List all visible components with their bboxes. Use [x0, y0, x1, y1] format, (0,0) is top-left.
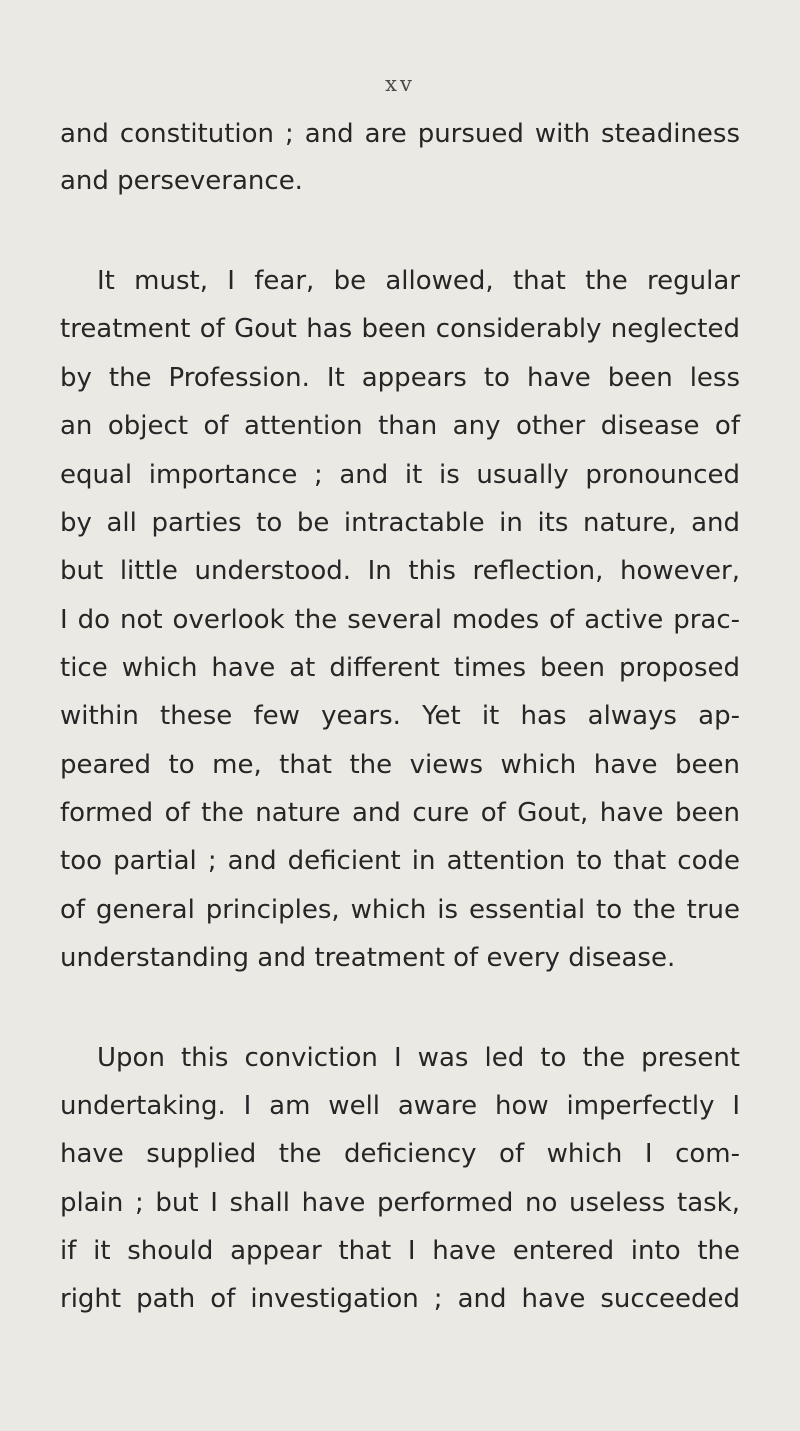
- text-line: tice which have at different times been proposed: [60, 653, 740, 683]
- text-line: if it should appear that I have entered into the: [60, 1236, 740, 1266]
- text-line: Upon this conviction I was led to the present: [97, 1043, 740, 1073]
- text-line: treatment of Gout has been considerably neglected: [60, 314, 740, 344]
- text-line: formed of the nature and cure of Gout, have been: [60, 798, 740, 828]
- text-line: undertaking. I am well aware how imperfectly I: [60, 1091, 740, 1121]
- text-line: right path of investigation ; and have succeeded: [60, 1284, 740, 1314]
- text-line: understanding and treatment of every disease.: [60, 943, 676, 973]
- text-line: I do not overlook the several modes of active prac-: [60, 605, 740, 635]
- page-number: xv: [385, 72, 415, 96]
- text-line: an object of attention than any other disease of: [60, 411, 740, 441]
- text-line: equal importance ; and it is usually pronounced: [60, 460, 740, 490]
- text-line: but little understood. In this reflection, however,: [60, 556, 740, 586]
- text-line: by all parties to be intractable in its nature, and: [60, 508, 740, 538]
- text-line: by the Profession. It appears to have been less: [60, 363, 740, 393]
- text-line: It must, I fear, be allowed, that the regular: [97, 266, 740, 296]
- text-line: and constitution ; and are pursued with steadiness: [60, 119, 740, 149]
- text-line: peared to me, that the views which have been: [60, 750, 740, 780]
- text-line: and perseverance.: [60, 166, 303, 196]
- text-line: within these few years. Yet it has always ap-: [60, 701, 740, 731]
- text-line: too partial ; and deficient in attention to that code: [60, 846, 740, 876]
- text-line: of general principles, which is essential to the true: [60, 895, 740, 925]
- text-line: plain ; but I shall have performed no useless task,: [60, 1188, 740, 1218]
- text-line: have supplied the deficiency of which I com-: [60, 1139, 740, 1169]
